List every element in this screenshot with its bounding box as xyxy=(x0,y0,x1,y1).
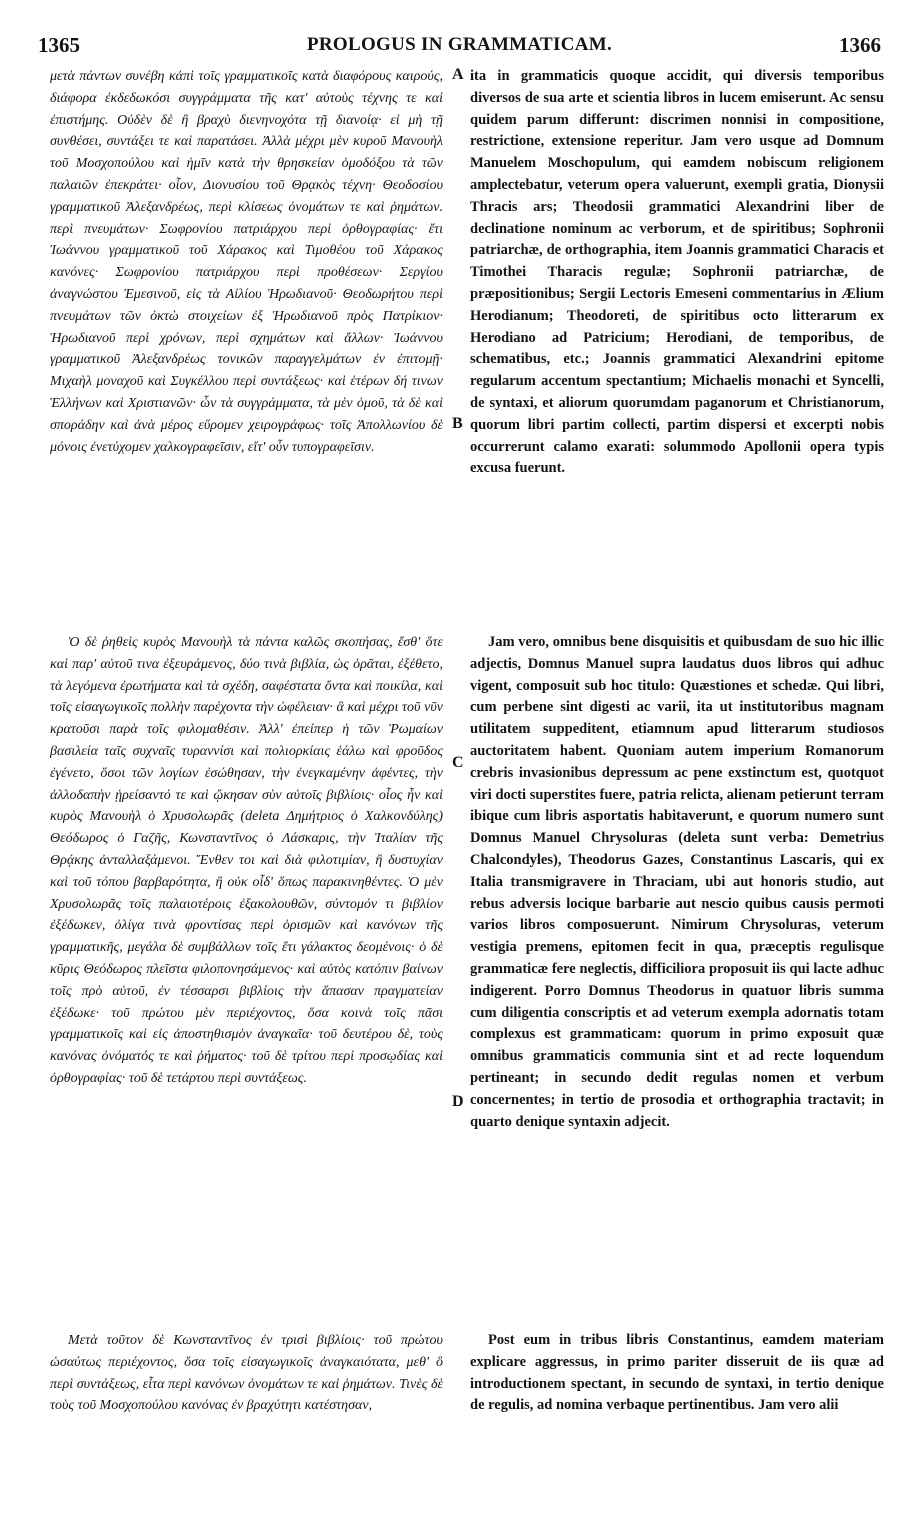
margin-marker-d: D xyxy=(452,1093,464,1110)
page-number-right: 1366 xyxy=(839,33,881,57)
latin-paragraph-3: Post eum in tribus libris Constantinus, eamdem materiam explicare aggressus, in primo pariter disseruit de iis quæ ad introductionem spectant, in secundo de syntaxi, in tertio denique de regulis, ad nomina verbaque pertinentibus. Jam vero alii xyxy=(470,1332,884,1414)
page-number-left: 1365 xyxy=(38,33,80,57)
latin-paragraph-2: Jam vero, omnibus bene disquisitis et quibusdam de suo hic illic adjectis, Domnus Manuel supra laudatus duos libros qui adhuc vigent, composuit sub hoc titulo: Quæstiones et schedæ. Qui libri, cum perbene sint digesti ac varii, ita ut institutoribus magnam utilitatem suppeditent, etiamnum apud litterarum studiosos auctoritatem habent. Quoniam autem imperium Romanorum crebris invasionibus depressum ac pene exstinctum est, quotquot viri docti superstites fuere, patria relicta, alienam petierunt terram ibique cum libris asportatis habitaverunt, e quorum numero sunt Domnus Manuel Chrysoluras (deleta sunt verba: Demetrius Chalcondyles), Theodorus Gazes, Constantinus Lascaris, qui ex Italia transmigravere in Thraciam, ubi aut honoris studio, aut rebus adversis locique barbarie aut nescio quibus causis permoti varios libros composuerunt. Nimirum Chrysoluras, veterum vestigia premens, epitomen fecit in qua, præceptis regulisque grammaticæ fere neglectis, difficiliora proposuit iis qui lacte adhuc indigerent. Porro Domnus Theodorus in quatuor libris summa cum diligentia conscriptis et ad veterum exempla adornatis totam complexus est grammaticam: quorum in primo exposuit quæ omnibus grammaticis communia sint et ad recte loquendum pertineant; in secundo dedit regulas nomen et verbum concernentes; in tertio de prosodia et orthographia tractavit; in quarto denique syntaxin adjecit. xyxy=(470,634,884,1130)
running-header xyxy=(38,33,881,59)
latin-paragraph-1: ita in grammaticis quoque accidit, qui diversis temporibus diversos de sua arte et scientia libros in lucem emiserunt. Ac sensu quidem parum differunt: discrimen nonnisi in compositione, restrictione, extensione reperitur. Jam vero usque ad Domnum Manuelem Moschopulum, qui eamdem nobiscum religionem amplectebatur, veterum opera valuerunt, exempli gratia, Dionysii Thracis ars; Theodosii grammatici Alexandrini liber de declinatione nominum ac verborum, et de spiritibus; Sophronii patriarchæ, de orthographia, item Joannis grammatici Characis et Timothei Tharacis regulæ; Sophronii patriarchæ, de præpositionibus; Sergii Lectoris Emeseni commentarius in Ælium Herodianum; Theodoreti, de spiritibus octo litterarum ex Herodiano ad Patricium; Herodiani, de temporibus, de schematibus, etc.; Joannis grammatici Alexandrini epitome regularum accentum spectantium; Michaelis monachi et Syncelli, de syntaxi, et aliorum quorumdam paganorum et Christianorum, quorum libri partim collecti, partim dispersi et excerpti nobis occurrerunt calamo exarati: solummodo Apollonii opera typis excusa fuerunt. xyxy=(470,68,884,477)
margin-marker-a: A xyxy=(452,66,464,83)
greek-paragraph-2: Ὁ δὲ ῥηθεὶς κυρὸς Μανουὴλ τὰ πάντα καλῶς σκοπήσας, ἔσθ' ὅτε καὶ παρ' αὐτοῦ τινα ἐξευράμενος, δύο τινὰ βιβλία, ὡς ὁρᾶται, ἐξέθετο, τὰ λεγόμενα ἐρωτήματα καὶ τὰ σχέδη, σαφέστατα ὄντα καὶ ποικίλα, καὶ τοῖς εἰσαγωγικοῖς πολλὴν παρέχοντα τὴν ὠφέλειαν· ἃ καὶ μέχρι τοῦ νῦν κρατοῦσι παρὰ τοῖς φιλομαθέσιν. Ἀλλ' ἐπείπερ ἡ τῶν Ῥωμαίων βασιλεία ταῖς συχναῖς τυραννίσι καὶ πολιορκίαις ἑάλω καὶ φροῦδος ἐγένετο, ὅσοι τῶν λογίων ἐσώθησαν, τὴν ἐνεγκαμένην ἀφέντες, τὴν ἀλλοδαπὴν ᾑρείσαντό τε καὶ ᾤκησαν σὺν αὐτοῖς βιβλίοις· οἷος ἦν καὶ κυρὸς Μανουὴλ ὁ Χρυσολωρᾶς (deleta Δημήτριος ὁ Χαλκονδύλης) Θεόδωρος ὁ Γαζῆς, Κωνσταντῖνος ὁ Λάσκαρις, τὴν Ἰταλίαν τῆς Θρᾴκης ἀνταλλαξάμενοι. Ἔνθεν τοι καὶ διὰ φιλοτιμίαν, ἢ δυστυχίαν καὶ τοῦ τόπου βαρβαρότητα, ἢ οὐκ οἶδ' ὅπως παρακινηθέντες. Ὁ μὲν Χρυσολωρᾶς τοῖς παλαιοτέροις ἐξακολουθῶν, σύντομόν τι βιβλίον ἐξέδωκεν, ὀλίγα τινὰ φροντίσας περὶ ὁρισμῶν καὶ κανόνων τῆς γραμματικῆς, μεγάλα δὲ συμβάλλων τοῖς ἔτι γάλακτος δεομένοις· ὁ δὲ κῦρις Θεόδωρος πλεῖστα φιλοπονησάμενος· καὶ αὐτὸς κατόπιν βαίνων τοῖς πρὸ αὐτοῦ, ἐν τέσσαρσι βιβλίοις τὴν ἅπασαν πραγματείαν ἐξέδωκε· τοῦ πρώτου μὲν περιέχοντος, ὅσα κοινὰ τοῖς πᾶσι γραμματικοῖς καὶ εἰς ἀποστηθισμὸν ἀναγκαῖα· τοῦ δευτέρου δὲ, τοὺς κανόνας ὀνόματός τε καὶ ῥήματος· τοῦ δὲ τρίτου περὶ προσῳδίας καὶ ὀρθογραφίας· τοῦ δὲ τετάρτου περὶ συντάξεως. xyxy=(50,635,443,1086)
margin-marker-c: C xyxy=(452,754,464,771)
running-title: PROLOGUS IN GRAMMATICAM. xyxy=(306,34,613,55)
greek-paragraph-1: μετὰ πάντων συνέβη κἀπὶ τοῖς γραμματικοῖς κατὰ διαφόρους καιρούς, διάφορα ἐκδεδωκόσι συγγράμματα τῆς κατ' αὐτοὺς τέχνης τε καὶ ἐπιστήμης. Οὐδὲν δὲ ἢ βραχὺ διενηνοχότα τῇ διανοίᾳ· εἰ μὴ τῇ συνθέσει, συντάξει τε καὶ παρατάσει. Ἀλλὰ μέχρι μὲν κυροῦ Μανουὴλ τοῦ Μοσχοπούλου καὶ ἡμῖν κατὰ τὴν θρησκείαν ὁμοδόξου τὰ τῶν παλαιῶν ἐπεκράτει· οἷον, Διονυσίου τοῦ Θρᾳκὸς τέχνη· Θεοδοσίου γραμματικοῦ Ἀλεξανδρέως, περὶ κλίσεως ὀνομάτων τε καὶ ῥημάτων. περὶ πνευμάτων· Σωφρονίου πατριάρχου περὶ ὀρθογραφίας· ἔτι Ἰωάννου γραμματικοῦ τοῦ Χάρακος καὶ Τιμοθέου τοῦ Χάρακος κανόνες· Σωφρονίου πατριάρχου περὶ προθέσεων· Σεργίου ἀναγνώστου Ἐμεσινοῦ, εἰς τὰ Αἰλίου Ἡρωδιανοῦ· Θεοδωρήτου περὶ πνευμάτων τῶν ὀκτὼ στοιχείων ἐξ Ἡρωδιανοῦ πρὸς Πατρίκιον· Ἡρωδιανοῦ περὶ χρόνων, περὶ σχημάτων καὶ ἄλλων· Ἰωάννου γραμματικοῦ Ἀλεξανδρέως τονικῶν παραγγελμάτων ἐν ἐπιτομῇ· Μιχαὴλ μοναχοῦ καὶ Συγκέλλου περὶ συντάξεως· καὶ ἑτέρων δή τινων Ἑλλήνων καὶ Χριστιανῶν· ὧν τὰ συγγράμματα, τὰ μὲν ὁμοῦ, τὰ δὲ καὶ σποράδην καὶ ἀνὰ μέρος εὕρομεν χειρογράφως· τοῖς Ἀπολλωνίου δὲ μόνοις ἐνετύχομεν χαλκογραφεῖσιν, εἴτ' οὖν τυπογραφεῖσιν. xyxy=(50,69,443,455)
greek-paragraph-3: Μετὰ τοῦτον δὲ Κωνσταντῖνος ἐν τρισὶ βιβλίοις· τοῦ πρώτου ὡσαύτως περιέχοντος, ὅσα τοῖς εἰσαγωγικοῖς ἀναγκαιότατα, μεθ' ὃ περὶ συντάξεως, εἶτα περὶ κανόνων ὀνομάτων τε καὶ ῥημάτων. Τινὲς δὲ τοὺς τοῦ Μοσχοπούλου κανόνας ἐν βραχύτητι κατέστησαν, xyxy=(50,1333,443,1414)
margin-marker-b: B xyxy=(452,415,463,432)
